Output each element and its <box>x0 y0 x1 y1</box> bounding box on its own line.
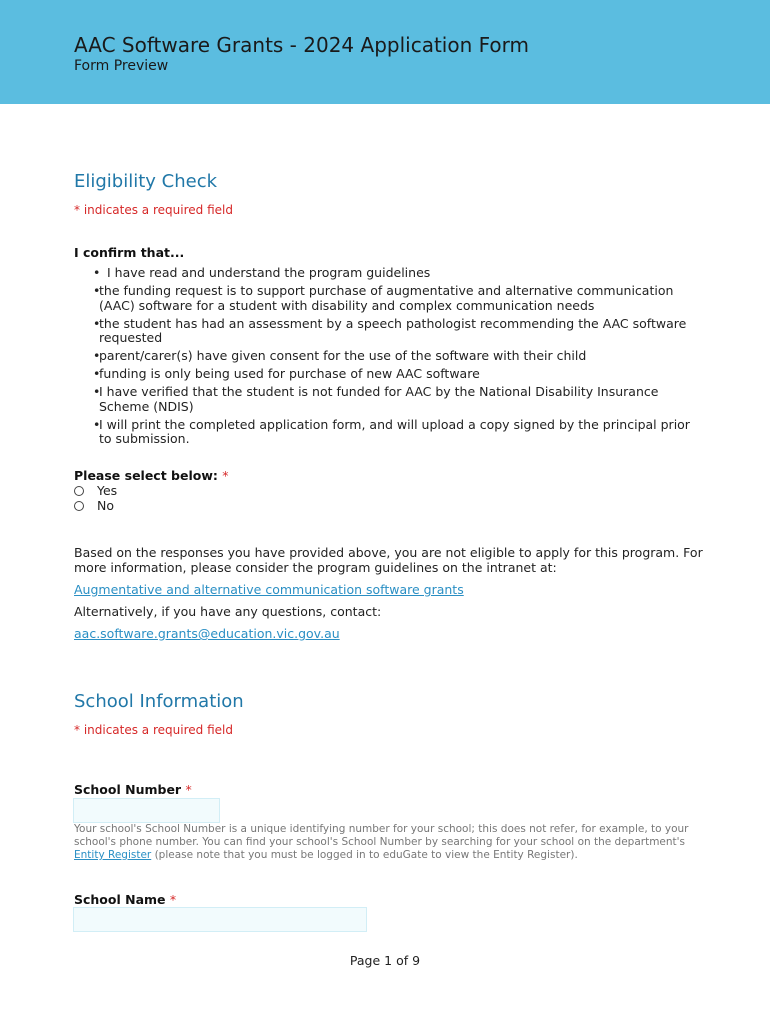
school-number-input[interactable] <box>73 798 220 823</box>
list-item: • the student has had an assessment by a speech pathologist recommending the AAC software requested <box>93 315 687 345</box>
school-number-label: School Number * <box>74 782 192 797</box>
eligibility-section-title: Eligibility Check <box>74 171 218 192</box>
radio-label: Yes <box>97 483 118 498</box>
list-item: • the funding request is to support purchase of augmentative and alternative communication (AAC) software for a student with disability and complex communication needs <box>93 283 674 313</box>
list-item: • I will print the completed application form, and will upload a copy signed by the principal prior to submission. <box>93 416 690 446</box>
school-number-help: Your school's School Number is a unique identifying number for your school; this does not refer, for example, to your school's phone number. You can find your school's School Number by searching for your school on the department's Entity Register (please note that you must be logged in to eduGate to view the Entity Register). <box>74 823 689 861</box>
form-title: AAC Software Grants - 2024 Application Form <box>74 33 529 57</box>
required-star: * <box>169 892 177 907</box>
select-label: Please select below: * <box>74 468 229 483</box>
radio-button[interactable] <box>74 486 84 496</box>
radio-option-no[interactable] <box>74 498 114 513</box>
list-item: • parent/carer(s) have given consent for the use of the software with their child <box>93 348 587 363</box>
eligibility-required-note: * indicates a required field <box>74 203 233 217</box>
page-number: Page 1 of 9 <box>349 953 421 968</box>
radio-button[interactable] <box>74 501 84 511</box>
guidelines-link[interactable]: Augmentative and alternative communication software grants <box>74 582 464 597</box>
confirm-label: I confirm that... <box>74 245 185 260</box>
radio-label: No <box>97 498 114 513</box>
radio-option-yes[interactable] <box>74 483 117 498</box>
required-star: * <box>222 468 229 483</box>
required-star: * <box>185 782 192 797</box>
contact-text: Alternatively, if you have any questions, contact: <box>74 604 382 619</box>
list-item: • I have read and understand the program guidelines <box>93 265 431 280</box>
school-section-title: School Information <box>74 691 244 712</box>
school-required-note: * indicates a required field <box>74 723 233 737</box>
school-name-label: School Name * <box>74 892 177 907</box>
list-item: • I have verified that the student is not funded for AAC by the National Disability Insurance Scheme (NDIS) <box>93 384 659 414</box>
list-item: • funding is only being used for purchase of new AAC software <box>93 366 480 381</box>
form-header <box>0 0 770 104</box>
form-subtitle: Form Preview <box>74 58 169 74</box>
confirm-list <box>74 266 704 450</box>
entity-register-link[interactable]: Entity Register <box>74 849 152 861</box>
ineligible-message: Based on the responses you have provided above, you are not eligible to apply for this program. For more information, please consider the program guidelines on the intranet at: <box>74 545 703 575</box>
contact-email-link[interactable]: aac.software.grants@education.vic.gov.au <box>74 626 340 641</box>
school-name-input[interactable] <box>73 907 367 932</box>
